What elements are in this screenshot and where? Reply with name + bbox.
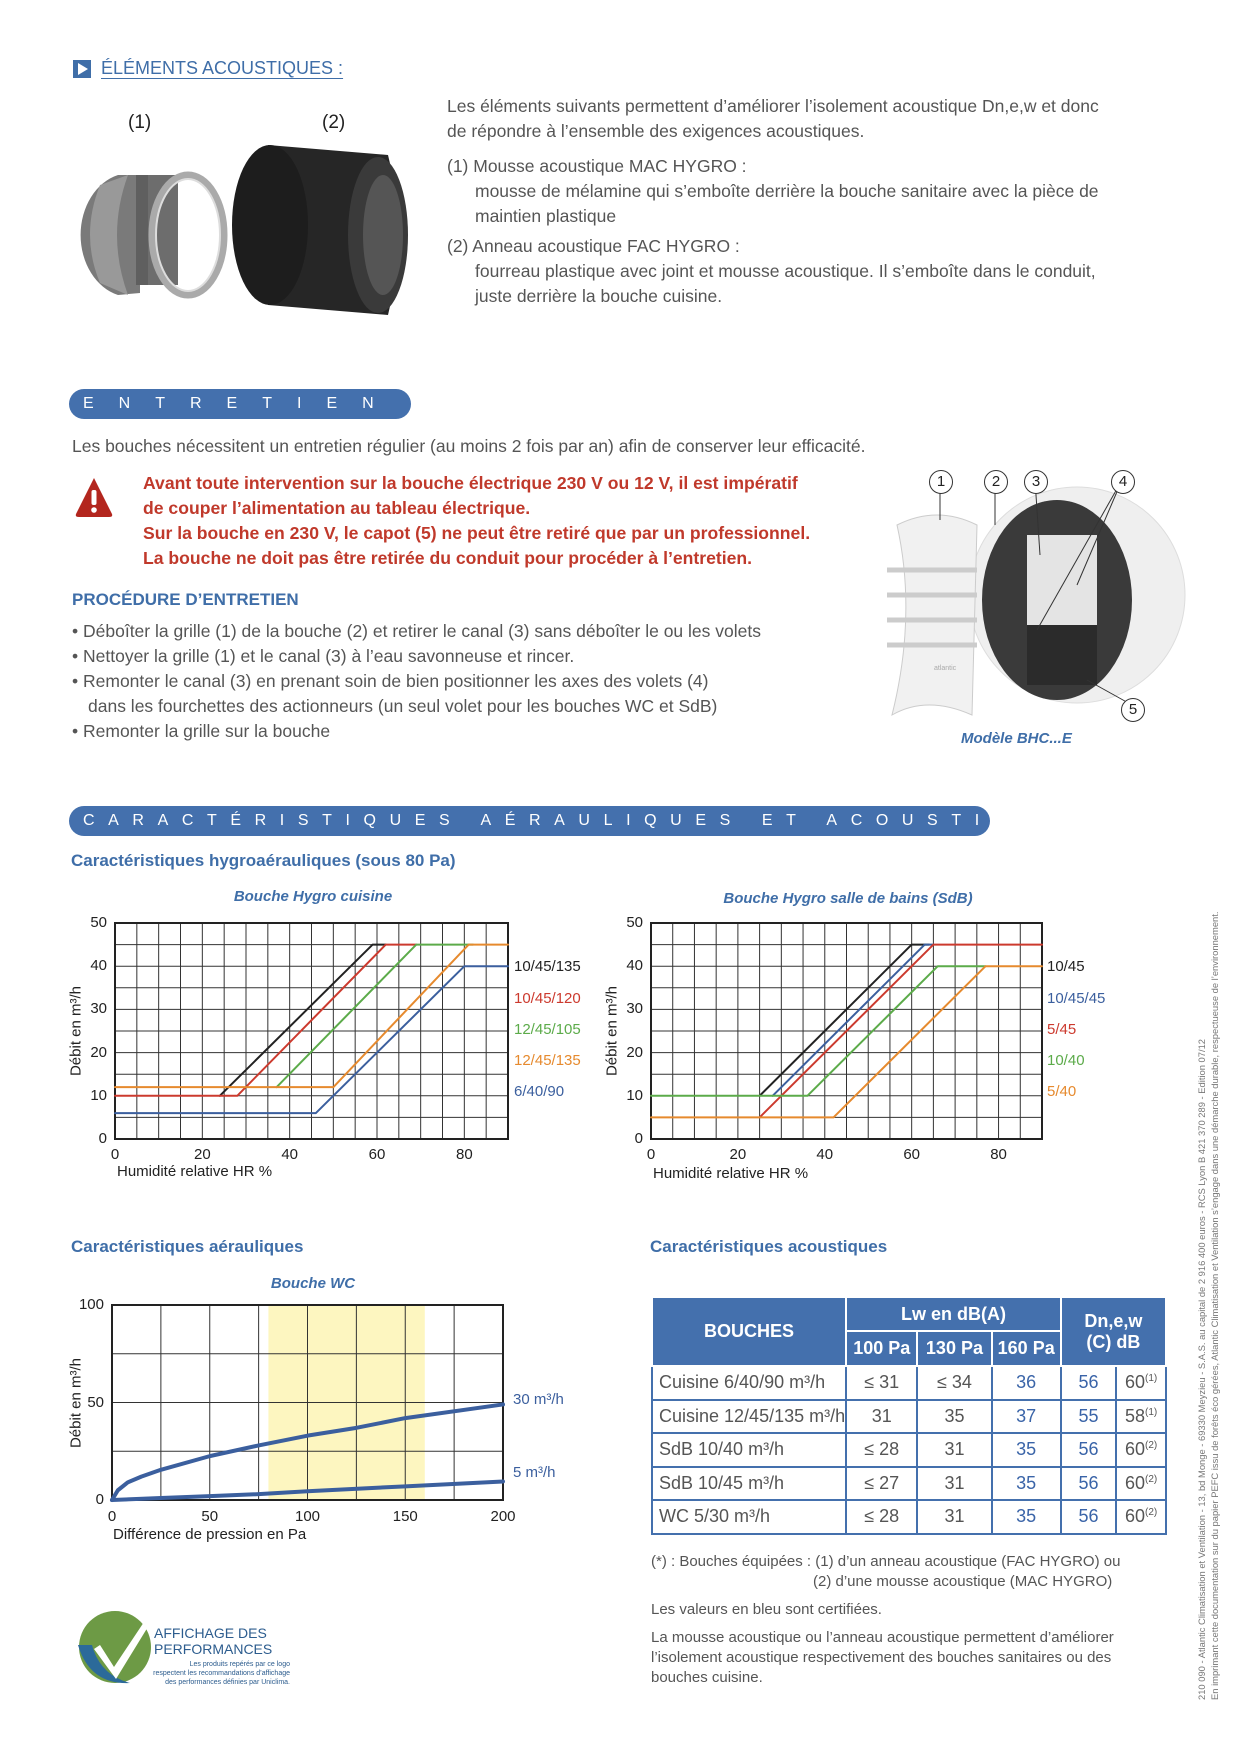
footnote-ref: (1) (1145, 1406, 1158, 1418)
plot-svg (112, 1305, 503, 1500)
image-label-1: (1) (128, 112, 152, 133)
table-row (652, 1400, 1166, 1434)
x-tick-label: 20 (729, 1146, 747, 1163)
cell-130pa (917, 1400, 991, 1434)
y-axis-title: Débit en m³/h (603, 985, 621, 1077)
characteristics-section-pill: CARACTÉRISTIQUES AÉRAULIQUES ET ACOUSTIQUES (69, 806, 990, 836)
cell-130pa (917, 1500, 991, 1534)
cell-dn (1061, 1500, 1116, 1534)
cell-100pa-value: ≤ 31 (864, 1372, 900, 1393)
col-header-lw: Lw en dB(A) (846, 1297, 1061, 1331)
item2-title: (2) Anneau acoustique FAC HYGRO : (447, 236, 740, 256)
cell-160pa (992, 1366, 1061, 1400)
footnote-ref: (2) (1145, 1473, 1158, 1485)
x-tick-label: 40 (816, 1146, 834, 1163)
acoustic-heading: Caractéristiques acoustiques (650, 1237, 888, 1256)
cell-130pa (917, 1467, 991, 1501)
play-triangle-icon (73, 60, 91, 78)
row-label-value: SdB 10/45 m³/h (659, 1472, 785, 1493)
cell-100pa-value: ≤ 28 (864, 1439, 900, 1460)
x-tick-label: 80 (455, 1146, 473, 1163)
warning-line: de couper l’alimentation au tableau électrique. (143, 498, 531, 518)
col-header-100pa: 100 Pa (846, 1331, 917, 1366)
x-tick-label: 150 (392, 1508, 418, 1525)
table-footnote-1: (*) : Bouches équipées : (1) d’un anneau acoustique (FAC HYGRO) ou (651, 1553, 1121, 1570)
row-label (652, 1400, 846, 1434)
row-label (652, 1366, 846, 1400)
dn-label: Dn,e,w (1084, 1310, 1143, 1331)
x-tick-label: 0 (646, 1146, 656, 1163)
intro-line: Les éléments suivants permettent d’améliorer l’isolement acoustique Dn,e,w et donc (447, 96, 1099, 116)
legend-entry: 12/45/135 (514, 1052, 581, 1069)
cell-130pa-value: ≤ 34 (937, 1372, 972, 1393)
cell-dn (1061, 1400, 1116, 1434)
image-label-2: (2) (322, 112, 346, 133)
cell-160pa-value: 35 (1016, 1472, 1037, 1493)
cell-dn (1061, 1467, 1116, 1501)
cover-5 (1027, 625, 1097, 685)
callout-1: 1 (929, 470, 953, 494)
y-axis-title: Débit en m³/h (67, 985, 85, 1077)
closing-paragraph (651, 1628, 1114, 1688)
callout-3: 3 (1024, 470, 1048, 494)
item2-line: juste derrière la bouche cuisine. (475, 286, 723, 306)
col-header-bouches: BOUCHES (652, 1297, 846, 1366)
legend-entry: 10/45 (1047, 958, 1085, 975)
table-row (652, 1433, 1166, 1467)
maintenance-intro: Les bouches nécessitent un entretien régulier (au moins 2 fois par an) afin de conserver leur efficacité. (72, 436, 866, 456)
warning-icon (74, 476, 114, 518)
cell-dn-value: 55 (1078, 1405, 1099, 1426)
item1-line: mousse de mélamine qui s’emboîte derrière la bouche sanitaire avec la pièce de (475, 181, 1099, 201)
legend-entry: 5/45 (1047, 1021, 1077, 1038)
certified-note: Les valeurs en bleu sont certifiées. (651, 1601, 882, 1618)
cell-160pa-value: 35 (1016, 1506, 1037, 1527)
hygro-heading: Caractéristiques hygroaérauliques (sous 80 Pa) (71, 851, 456, 870)
legend-entry: 12/45/105 (514, 1021, 581, 1038)
x-tick-label: 40 (281, 1146, 298, 1163)
col-header-dn (1061, 1297, 1166, 1366)
cell-100pa-value: ≤ 27 (864, 1472, 900, 1493)
step-text: Déboîter la grille (1) de la bouche (2) et retirer le canal (3) sans déboîter le ou les volets (83, 621, 761, 641)
cell-160pa-value: 35 (1016, 1439, 1037, 1460)
y-tick-label: 0 (98, 1130, 107, 1147)
cell-130pa (917, 1366, 991, 1400)
cell-dn (1061, 1433, 1116, 1467)
cell-dn-c (1116, 1467, 1166, 1501)
logo-title (154, 1625, 272, 1657)
x-tick-label: 200 (490, 1508, 516, 1525)
cell-dn-c-value: 60 (1124, 1372, 1146, 1393)
procedure-step: • Remonter la grille sur la bouche (72, 721, 331, 741)
product-diagram (877, 465, 1167, 730)
product-brand-mark: atlantic (934, 665, 957, 672)
procedure-step: • Déboîter la grille (1) de la bouche (2) et retirer le canal (3) sans déboîter le ou les volets (72, 621, 761, 641)
item2-line: fourreau plastique avec joint et mousse acoustique. Il s’emboîte dans le conduit, (475, 261, 1096, 281)
y-tick-label: 0 (634, 1130, 643, 1147)
cell-130pa-value: 31 (944, 1472, 965, 1493)
item1-line: maintien plastique (475, 206, 617, 226)
item1-title: (1) Mousse acoustique MAC HYGRO : (447, 156, 747, 176)
step-text: Remonter le canal (3) en prenant soin de bien positionner les axes des volets (4) (83, 671, 709, 691)
x-tick-label: 80 (990, 1146, 1007, 1163)
x-tick-label: 60 (368, 1146, 386, 1163)
y-tick-label: 30 (90, 1000, 107, 1018)
cell-100pa (846, 1500, 917, 1534)
cell-dn-c-value: 58 (1124, 1405, 1146, 1426)
legend-entry: 5/40 (1047, 1083, 1077, 1100)
x-axis-title: Humidité relative HR % (653, 1165, 809, 1182)
cell-100pa (846, 1467, 917, 1501)
legend-entry: 5 m³/h (513, 1464, 556, 1481)
affichage-performances-logo (70, 1605, 290, 1695)
aero-heading: Caractéristiques aérauliques (71, 1237, 304, 1256)
series-line-10-45-135 (220, 945, 386, 1096)
cell-dn-value: 56 (1078, 1439, 1099, 1460)
logo-caption-line: respectent les recommandations d’affichage (153, 1670, 290, 1677)
logo-title-line: PERFORMANCES (154, 1641, 273, 1657)
acoustic-elements-image (78, 135, 418, 310)
cell-130pa (917, 1433, 991, 1467)
closing-line: bouches cuisine. (651, 1669, 763, 1686)
row-label-value: Cuisine 12/45/135 m³/h (659, 1405, 846, 1426)
procedure-steps (72, 619, 761, 744)
cell-dn-value: 56 (1078, 1472, 1099, 1493)
cell-dn (1061, 1366, 1116, 1400)
cell-dn-value: 56 (1078, 1506, 1099, 1527)
y-tick-label: 30 (626, 1000, 643, 1018)
logo-caption (153, 1660, 290, 1687)
y-tick-label: 20 (90, 1043, 107, 1061)
callout-4: 4 (1111, 470, 1135, 494)
ring-fac-hygro-illustration (232, 145, 408, 315)
row-label (652, 1500, 846, 1534)
section-heading-acoustic-elements (73, 58, 343, 79)
cell-130pa-value: 31 (944, 1506, 965, 1527)
cell-dn-c (1116, 1500, 1166, 1534)
cell-100pa-value: 31 (871, 1405, 892, 1426)
chart-title: Bouche WC (270, 1275, 356, 1292)
step-text: Remonter la grille sur la bouche (83, 721, 331, 741)
y-axis-title: Débit en m³/h (67, 1357, 85, 1448)
y-tick-label: 50 (626, 914, 643, 931)
logo-caption-line: des performances définies par Uniclima. (165, 1679, 290, 1686)
cell-160pa (992, 1467, 1061, 1501)
series-line-10-45-120 (115, 945, 416, 1096)
cell-160pa (992, 1500, 1061, 1534)
row-label-value: WC 5/30 m³/h (659, 1506, 771, 1527)
cell-dn-c (1116, 1400, 1166, 1434)
acoustic-table (651, 1296, 1167, 1535)
x-tick-label: 0 (107, 1508, 117, 1525)
callout-2: 2 (984, 470, 1008, 494)
step-text: Nettoyer la grille (1) et le canal (3) à l’eau savonneuse et rincer. (83, 646, 575, 666)
legend-entry: 6/40/90 (514, 1083, 565, 1100)
side-note-line: En imprimant cette documentation sur du papier PEFC issu de forêts éco gérées, Atlantic Climatisation et Ventilation s’engage dans une démarche durable, respectueuse de l’environnement. (1209, 911, 1220, 1700)
row-label-value: SdB 10/40 m³/h (659, 1439, 785, 1460)
procedure-step: • Remonter le canal (3) en prenant soin de bien positionner les axes des volets (4) (72, 671, 709, 691)
table-row (652, 1366, 1166, 1400)
y-tick-label: 40 (90, 957, 107, 975)
procedure-step-continuation: dans les fourchettes des actionneurs (un seul volet pour les bouches WC et SdB) (88, 696, 718, 716)
plot-area (115, 923, 508, 1139)
bhc-vent-illustration (877, 465, 1167, 730)
warning-text (143, 471, 810, 571)
chart-title: Bouche Hygro salle de bains (SdB) (723, 890, 973, 907)
side-legal-note (1195, 912, 1221, 1700)
procedure-heading: PROCÉDURE D’ENTRETIEN (72, 590, 299, 609)
model-caption: Modèle BHC...E (961, 730, 1072, 747)
maintenance-section-pill: ENTRETIEN (69, 389, 411, 419)
plot-area (112, 1305, 503, 1500)
y-tick-label: 100 (78, 1296, 104, 1313)
x-tick-label: 100 (294, 1508, 321, 1525)
legend-entry: 10/45/45 (1047, 990, 1106, 1007)
warning-line: Sur la bouche en 230 V, le capot (5) ne peut être retiré que par un professionnel. (143, 523, 811, 543)
closing-line: l’isolement acoustique respectivement des bouches sanitaires ou des (651, 1649, 1112, 1666)
cell-100pa (846, 1366, 917, 1400)
y-tick-label: 10 (90, 1086, 107, 1104)
y-tick-label: 40 (626, 957, 643, 975)
x-tick-label: 50 (201, 1508, 219, 1525)
plot-area (651, 923, 1042, 1139)
intro-line: de répondre à l’ensemble des exigences acoustiques. (447, 121, 865, 141)
callout-5: 5 (1121, 698, 1145, 722)
series-line-10-45 (760, 945, 929, 1096)
x-tick-label: 0 (110, 1146, 120, 1163)
plot-svg (651, 923, 1042, 1139)
footnote-ref: (2) (1145, 1440, 1158, 1452)
table-row (652, 1500, 1166, 1534)
logo-title-line: AFFICHAGE DES (154, 1625, 267, 1641)
cell-160pa-value: 36 (1016, 1372, 1037, 1393)
side-note-line: 210 090 - Atlantic Climatisation et Ventilation - 13, bd Monge - 69330 Meyzieu - S.A.S. au capital de 2 916 400 euros - RCS Lyon B 421 370 289 - Edition 07/12 (1196, 1039, 1207, 1700)
cell-100pa (846, 1400, 917, 1434)
col-header-130pa: 130 Pa (917, 1331, 991, 1366)
cell-dn-c (1116, 1433, 1166, 1467)
footnote-ref: (2) (1145, 1507, 1158, 1519)
cell-130pa-value: 31 (944, 1439, 965, 1460)
cell-130pa-value: 35 (944, 1405, 965, 1426)
foam-mac-hygro-illustration (81, 175, 224, 295)
chart-title: Bouche Hygro cuisine (233, 888, 393, 905)
x-axis-title: Humidité relative HR % (117, 1163, 273, 1180)
legend-entry: 10/40 (1047, 1052, 1085, 1069)
y-tick-label: 50 (90, 914, 107, 931)
cell-160pa (992, 1433, 1061, 1467)
y-tick-label: 0 (95, 1491, 104, 1508)
table-footnote-2: (2) d’une mousse acoustique (MAC HYGRO) (813, 1573, 1113, 1590)
cell-dn-c-value: 60 (1124, 1439, 1146, 1460)
y-tick-label: 10 (626, 1086, 643, 1104)
dn-sub-label: (C) dB (1086, 1331, 1141, 1352)
cell-160pa (992, 1400, 1061, 1434)
acoustic-elements-heading: ÉLÉMENTS ACOUSTIQUES : (101, 58, 344, 78)
logo-caption-line: Les produits repérés par ce logo (189, 1661, 290, 1668)
cell-dn-value: 56 (1078, 1372, 1099, 1393)
footnote-ref: (1) (1145, 1373, 1158, 1385)
x-tick-label: 60 (903, 1146, 920, 1163)
y-tick-label: 20 (626, 1043, 643, 1061)
checkmark-logo-icon (70, 1605, 160, 1685)
legend-entry: 10/45/135 (514, 958, 581, 975)
row-label (652, 1433, 846, 1467)
x-axis-title: Différence de pression en Pa (113, 1526, 307, 1543)
legend-entry: 10/45/120 (514, 990, 581, 1007)
acoustic-intro (447, 94, 1099, 309)
col-header-160pa: 160 Pa (992, 1331, 1061, 1366)
closing-line: La mousse acoustique ou l’anneau acoustique permettent d’améliorer (651, 1629, 1114, 1646)
cell-dn-c (1116, 1366, 1166, 1400)
x-tick-label: 20 (193, 1146, 211, 1163)
warning-line: Avant toute intervention sur la bouche électrique 230 V ou 12 V, il est impératif (143, 473, 798, 493)
cell-dn-c-value: 60 (1124, 1472, 1146, 1493)
legend-entry: 30 m³/h (513, 1391, 564, 1408)
cell-dn-c-value: 60 (1124, 1506, 1146, 1527)
row-label-value: Cuisine 6/40/90 m³/h (659, 1372, 826, 1393)
cell-100pa-value: ≤ 28 (864, 1506, 900, 1527)
row-label (652, 1467, 846, 1501)
cell-100pa (846, 1433, 917, 1467)
procedure-step: • Nettoyer la grille (1) et le canal (3) à l’eau savonneuse et rincer. (72, 646, 575, 666)
table-row (652, 1467, 1166, 1501)
plot-svg (115, 923, 508, 1139)
cell-160pa-value: 37 (1016, 1405, 1037, 1426)
y-tick-label: 50 (87, 1393, 104, 1411)
warning-line: La bouche ne doit pas être retirée du conduit pour procéder à l’entretien. (143, 548, 753, 568)
